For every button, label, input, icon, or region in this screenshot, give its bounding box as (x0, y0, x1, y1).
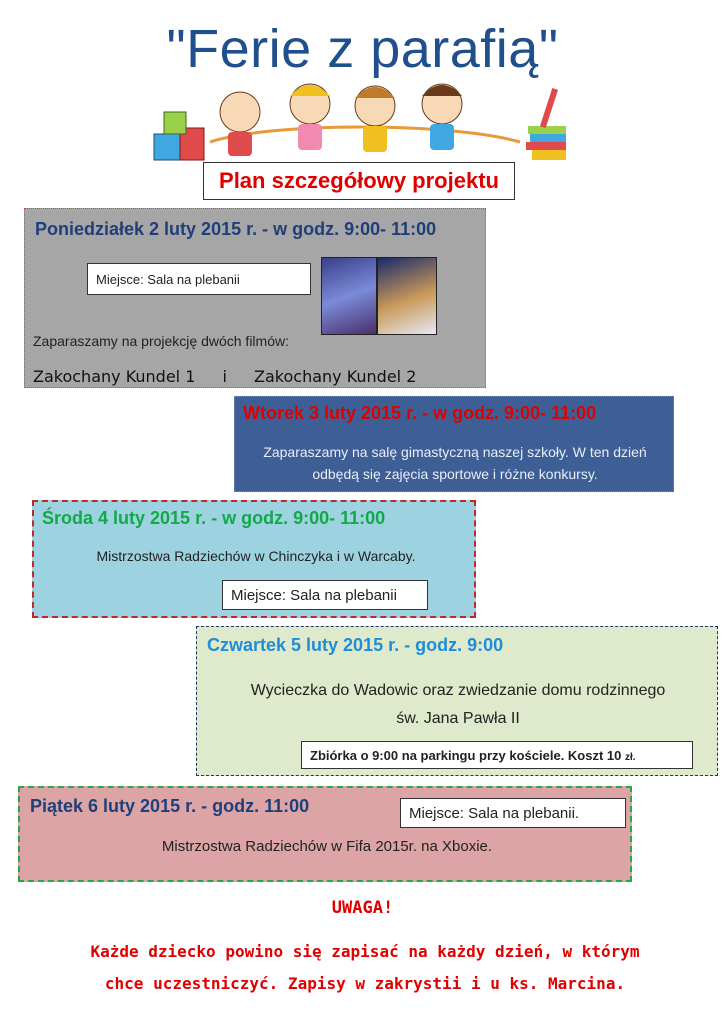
meeting-note-text: Zbiórka o 9:00 na parkingu przy kościele. Koszt 10 (310, 748, 622, 763)
film-title-1: Zakochany Kundel 1 (33, 367, 196, 386)
wednesday-place-box: Miejsce: Sala na plebanii (222, 580, 428, 610)
wednesday-description: Mistrzostwa Radziechów w Chinczyka i w Warcaby. (96, 548, 416, 564)
monday-film-titles (33, 367, 438, 386)
wednesday-panel (32, 500, 476, 618)
movie-cover-image (321, 257, 377, 335)
friday-description: Mistrzostwa Radziechów w Fifa 2015r. na Xboxie. (161, 838, 493, 855)
movie-cover-image (377, 257, 437, 335)
notice-text (70, 936, 660, 1000)
children-banner-illustration (150, 82, 570, 172)
project-subtitle: Plan szczegółowy projektu (203, 162, 515, 200)
thursday-meeting-note (301, 741, 693, 769)
thursday-heading: Czwartek 5 luty 2015 r. - godz. 9:00 (207, 635, 504, 655)
thursday-line-1: Wycieczka do Wadowic oraz zwiedzanie domu rodzinnego (250, 682, 666, 699)
friday-place-box: Miejsce: Sala na plebanii. (400, 798, 626, 828)
film-connector: i (222, 367, 227, 386)
thursday-panel (196, 626, 718, 776)
page-title: "Ferie z parafią" (166, 19, 559, 79)
books-and-pencil (526, 88, 566, 160)
meeting-note-currency: zł. (625, 752, 636, 763)
monday-place-box: Miejsce: Sala na plebanii (87, 263, 311, 295)
thursday-line-2: św. Jana Pawła II (396, 710, 520, 727)
wednesday-heading: Środa 4 luty 2015 r. - w godz. 9:00- 11:00 (42, 508, 386, 528)
tuesday-description: Zaparaszamy na salę gimastyczną naszej szkoły. W ten dzień odbędą się zajęcia sportowe i różne konkursy. (263, 444, 647, 482)
notice-line-1: Każde dziecko powino się zapisać na każdy dzień, w którym (90, 942, 640, 961)
notice-label: UWAGA! (331, 898, 394, 918)
notice-line-2: chce uczestniczyć. Zapisy w zakrystii i u ks. Marcina. (104, 974, 626, 993)
kids-figures (220, 84, 462, 156)
monday-panel (24, 208, 486, 388)
toy-blocks (154, 112, 204, 160)
monday-invite-text: Zaparaszamy na projekcję dwóch filmów: (33, 333, 289, 349)
friday-heading: Piątek 6 luty 2015 r. - godz. 11:00 (30, 796, 310, 816)
friday-panel (18, 786, 632, 882)
monday-heading: Poniedziałek 2 luty 2015 r. - w godz. 9:00- 11:00 (35, 219, 437, 239)
thursday-description (197, 677, 719, 733)
film-title-2: Zakochany Kundel 2 (254, 367, 417, 386)
tuesday-heading: Wtorek 3 luty 2015 r. - w godz. 9:00- 11:00 (243, 403, 597, 423)
tuesday-panel (234, 396, 674, 492)
